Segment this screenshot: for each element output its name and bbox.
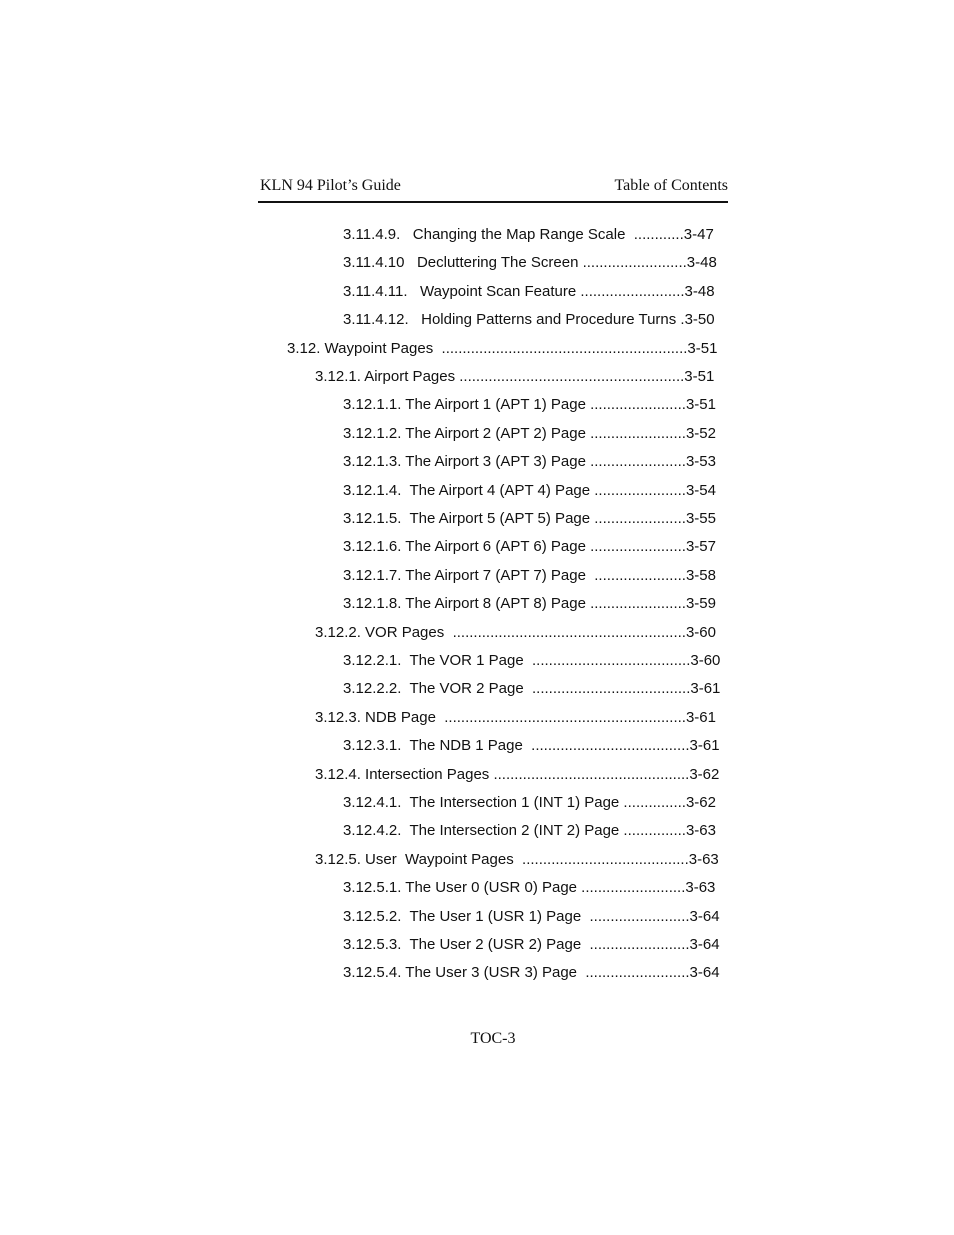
toc-entry: 3.12.1.6. The Airport 6 (APT 6) Page .......................3-57	[343, 538, 716, 556]
toc-entry: 3.12.1.2. The Airport 2 (APT 2) Page .......................3-52	[343, 424, 716, 442]
running-header	[258, 176, 728, 203]
page-number: TOC-3	[470, 1030, 516, 1047]
toc-entry: 3.12.1.5. The Airport 5 (APT 5) Page ......................3-55	[343, 510, 716, 527]
toc-entry: 3.12.4.2. The Intersection 2 (INT 2) Page ...............3-63	[343, 822, 716, 840]
toc-entry: 3.12.5.2. The User 1 (USR 1) Page ........................3-64	[343, 907, 720, 925]
toc-entry: 3.12.1.3. The Airport 3 (APT 3) Page .......................3-53	[343, 453, 716, 471]
toc-entry: 3.12.1.4. The Airport 4 (APT 4) Page ......................3-54	[343, 481, 716, 499]
toc-entry: 3.12.5. User Waypoint Pages ........................................3-63	[315, 850, 719, 868]
header-section-title: Table of Contents	[614, 177, 728, 194]
toc-entry: 3.12.1.1. The Airport 1 (APT 1) Page .......................3-51	[343, 396, 716, 414]
toc-entry: 3.12.4. Intersection Pages ...............................................3-62	[315, 765, 720, 783]
toc-entry: 3.11.4.11. Waypoint Scan Feature .........................3-48	[343, 282, 715, 300]
toc-entry: 3.12.4.1. The Intersection 1 (INT 1) Page ...............3-62	[343, 794, 716, 811]
toc-entry: 3.12.1.7. The Airport 7 (APT 7) Page ......................3-58	[343, 566, 716, 584]
toc-entry: 3.12. Waypoint Pages ...........................................................3-51	[287, 339, 718, 357]
toc-entry: 3.12.5.4. The User 3 (USR 3) Page .........................3-64	[343, 964, 720, 982]
toc-entry: 3.12.3.1. The NDB 1 Page ......................................3-61	[343, 737, 720, 755]
header-book-title: KLN 94 Pilot’s Guide	[260, 177, 401, 194]
toc-entry: 3.12.5.3. The User 2 (USR 2) Page ........................3-64	[343, 936, 720, 953]
toc-entry: 3.12.1. Airport Pages ......................................................3-51	[315, 368, 715, 385]
toc-entry: 3.11.4.12. Holding Patterns and Procedure Turns .3-50	[343, 311, 715, 329]
toc-entry: 3.12.5.1. The User 0 (USR 0) Page .........................3-63	[343, 879, 716, 897]
toc-entry: 3.12.2. VOR Pages ........................................................3-60	[315, 623, 716, 641]
toc-entry: 3.12.2.2. The VOR 2 Page ......................................3-61	[343, 680, 721, 698]
toc-entry: 3.11.4.10 Decluttering The Screen .........................3-48	[343, 254, 717, 272]
toc-entry: 3.12.1.8. The Airport 8 (APT 8) Page .......................3-59	[343, 595, 716, 613]
toc-entry: 3.12.2.1. The VOR 1 Page ......................................3-60	[343, 652, 721, 669]
toc-entry: 3.11.4.9. Changing the Map Range Scale ............3-47	[343, 226, 714, 243]
toc-entry: 3.12.3. NDB Page ..........................................................3-61	[315, 708, 716, 726]
